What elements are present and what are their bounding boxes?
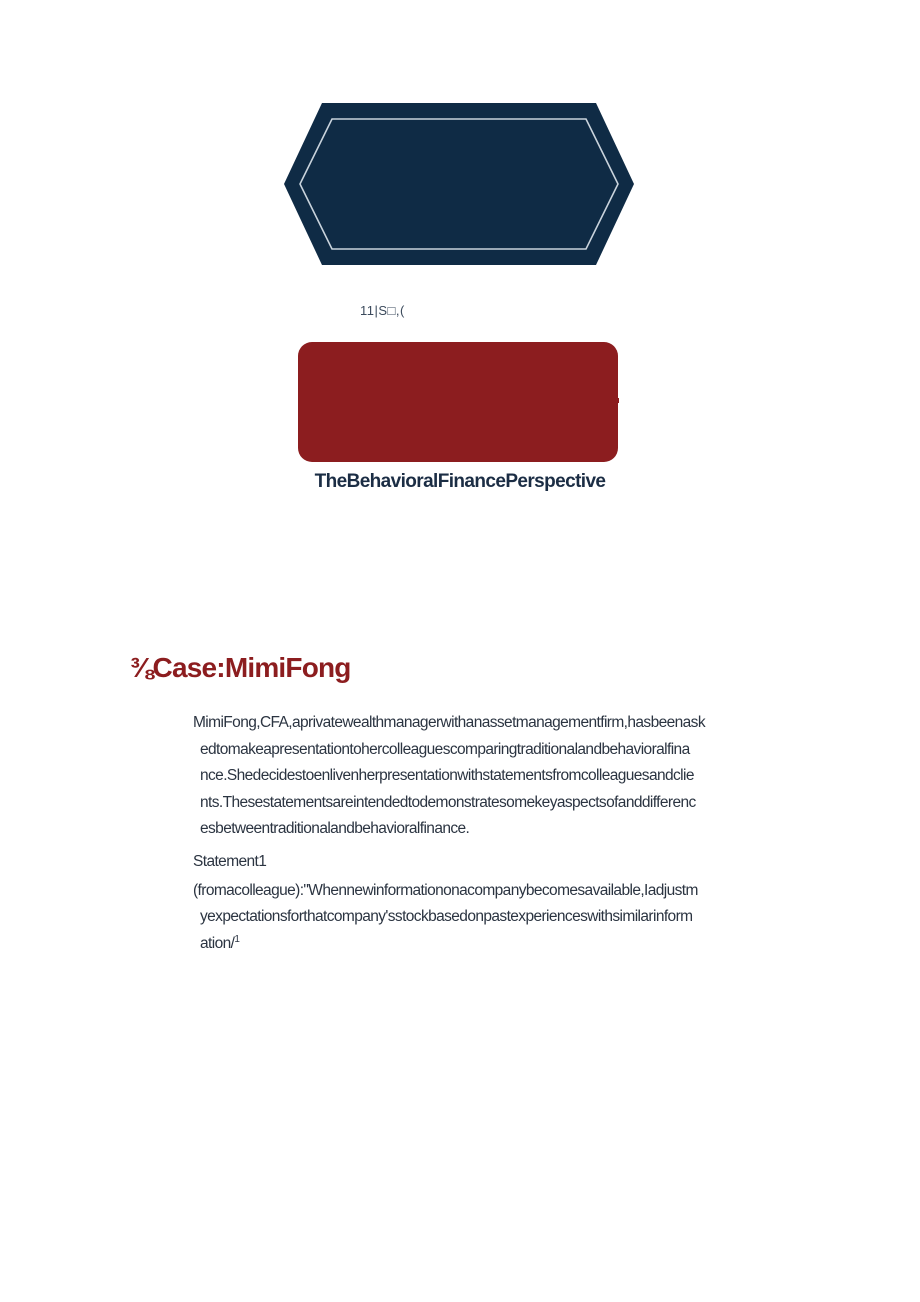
statement-label: Statement1 xyxy=(193,852,267,870)
statement-superscript: 1 xyxy=(234,933,240,945)
statement-line-text: ation/ xyxy=(200,934,235,952)
intro-line: esbetweentraditionalandbehavioralfinance. xyxy=(200,820,470,837)
intro-line: nts.Thesestatementsareintendedtodemonstratesomekeyaspectsofanddifferenc xyxy=(200,793,696,811)
intro-paragraph xyxy=(193,710,793,843)
hexagon-shape xyxy=(284,103,634,265)
case-heading: ⅜Case:MimiFong xyxy=(130,652,351,683)
intro-line: nce.Shedecidestoenlivenherpresentationwithstatementsfromcolleaguesandclie xyxy=(200,767,694,784)
hexagon-banner xyxy=(284,103,634,265)
statement-line: yexpectationsforthatcompany'sstockbasedonpastexperienceswithsimilarinform xyxy=(200,908,693,925)
red-title-box xyxy=(298,342,618,462)
statement-paragraph xyxy=(193,878,793,958)
intro-line: edtomakeapresentationtohercolleaguescomparingtraditionalandbehavioralfina xyxy=(200,740,690,758)
statement-line: (fromacolleague):"Whennewinformationonacompanybecomesavailable,Iadjustm xyxy=(193,881,698,899)
case-body xyxy=(193,710,793,957)
page-marker: 11|S□,( xyxy=(360,303,405,318)
statement-line-last xyxy=(193,931,793,958)
intro-line: MimiFong,CFA,aprivatewealthmanagerwithanassetmanagementfirm,hasbeenask xyxy=(193,714,705,731)
deck-title: TheBehavioralFinancePerspective xyxy=(314,471,606,492)
red-box-tick xyxy=(615,398,619,403)
